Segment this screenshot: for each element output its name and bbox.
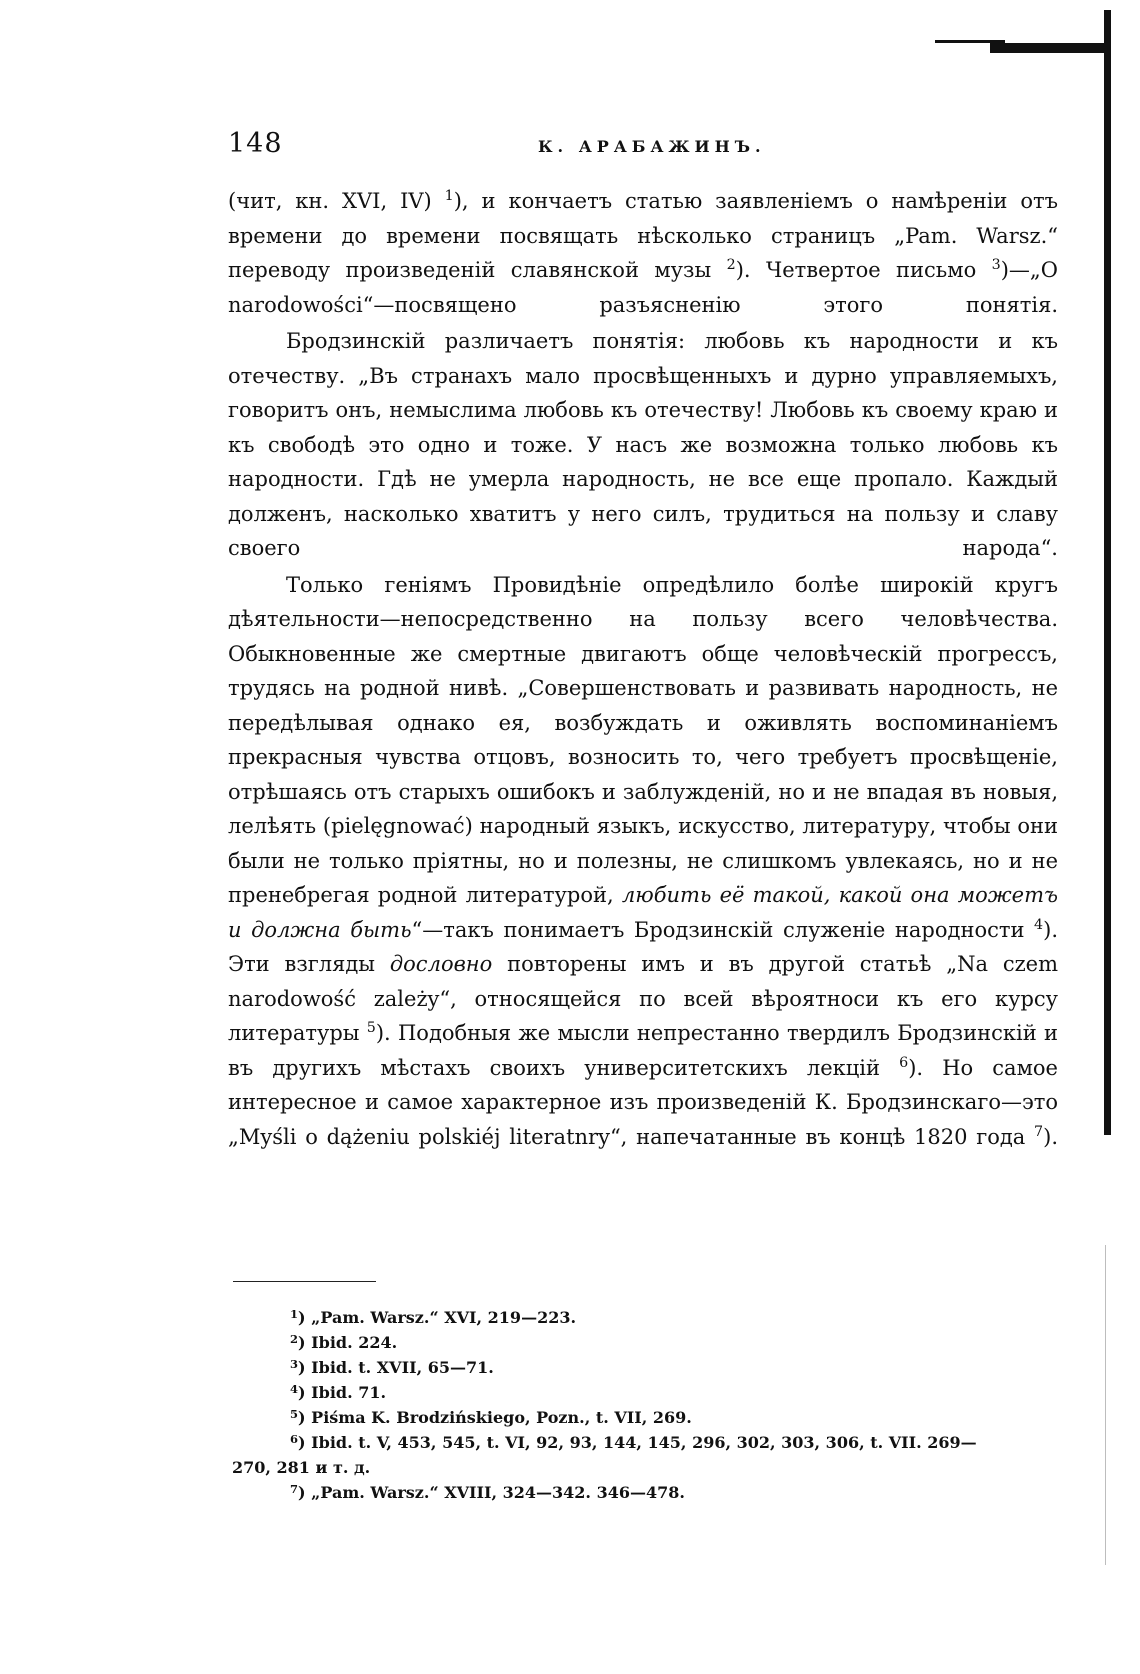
footnote-ref: 7 (1034, 1123, 1044, 1140)
paragraph (228, 184, 1058, 322)
footnote (232, 1480, 1062, 1505)
italic-quote: любить её такой, какой она можетъ и должна быть (228, 883, 1058, 942)
footnote-text: ) Ibid. 224. (298, 1333, 398, 1352)
paragraph-text: )—„O narodowości“—посвящено разъясненію этого понятія. (228, 258, 1059, 317)
footnote-text: ) Piśma K. Brodzińskiego, Pozn., t. VII, 269. (298, 1408, 692, 1427)
footnote-ref: 4 (1034, 916, 1044, 933)
scan-mark-thick (990, 43, 1105, 53)
italic-word: дословно (389, 952, 493, 976)
paragraph-text: ), и кончаетъ статью заявленіемъ о намѣреніи отъ времени до времени посвящать нѣсколько страницъ „Pam. Warsz.“ переводу произведеній славянской музы (228, 189, 1058, 282)
footnote-ref: 3 (991, 257, 1001, 274)
footnote-number: 6 (290, 1431, 299, 1446)
paragraph (228, 324, 1058, 566)
footnote (232, 1430, 1062, 1455)
footnote (232, 1405, 1062, 1430)
footnote-ref: 2 (726, 257, 736, 274)
page-number: 148 (228, 128, 283, 159)
footnote-ref: 5 (366, 1020, 376, 1037)
paragraph-text: повторены имъ и въ другой статьѣ „Na czem narodowość zależy“, относящейся по всей вѣроятноси къ его курсу литературы (228, 952, 1059, 1045)
paragraph (228, 568, 1058, 1155)
footnote-number: 7 (290, 1481, 299, 1496)
paragraph-text: Только геніямъ Провидѣніе опредѣлило болѣе широкій кругъ дѣятельности—непосредственно на пользу всего человѣчества. Обыкновенные же смертные двигаютъ обще человѣческій прогрессъ, трудясь на родной нивѣ. „Совершенствовать и развивать народность, не передѣлывая однако ея, возбуждать и оживлять воспоминаніемъ прекрасныя чувства отцовъ, возносить то, чего требуетъ просвѣщеніе, отрѣшаясь отъ старыхъ ошибокъ и заблужденій, но и не впадая въ новыя, лелѣять (pielęgnować) народный языкъ, искусство, литературу, чтобы они были не только пріятны, но и полезны, не слишкомъ увлекаясь, но и не пренебрегая родной литературой, (228, 572, 1058, 907)
running-head: К. АРАБАЖИНЪ. (538, 137, 766, 156)
page-header (228, 128, 1058, 168)
footnote-number: 5 (290, 1406, 299, 1421)
scan-corner-mark (935, 40, 1105, 52)
footnote-number: 4 (290, 1381, 299, 1396)
footnote (232, 1305, 1062, 1330)
page-edge-bar (1104, 10, 1111, 1135)
footnote-text: ) Ibid. t. V, 453, 545, t. VI, 92, 93, 144, 145, 296, 302, 303, 306, t. VII. 269— (298, 1433, 977, 1452)
paragraph-text: ). Но самое интересное и самое характерное изъ произведеній К. Бродзинскаго—это „Myśli o dążeniu polskiéj literatnry“, напечатанные въ концѣ 1820 года (228, 1055, 1058, 1149)
footnotes (232, 1305, 1062, 1505)
footnote-continuation: 270, 281 и т. д. (232, 1458, 371, 1477)
footnote-number: 1 (290, 1306, 299, 1321)
footnote-text: ) „Pam. Warsz.“ XVI, 219—223. (298, 1308, 577, 1327)
paragraph-text: “—такъ понимаетъ Бродзинскій служеніе народности (411, 917, 1035, 942)
footnote (232, 1330, 1062, 1355)
paragraph-text: Бродзинскій различаетъ понятія: любовь къ народности и къ отечеству. „Въ странахъ мало просвѣщенныхъ и дурно управляемыхъ, говоритъ онъ, немыслима любовь къ отечеству! Любовь къ своему краю и къ свободѣ это одно и тоже. У насъ же возможна только любовь къ народности. Гдѣ не умерла народность, не все еще пропало. Каждый долженъ, насколько хватитъ у него силъ, трудиться на пользу и славу своего народа“. (228, 329, 1058, 560)
footnote-text: ) Ibid. 71. (298, 1383, 387, 1402)
footnote-ref: 1 (444, 188, 454, 205)
paragraph-text: ). Эти взгляды (228, 917, 1058, 976)
paragraph-text: ). Четвертое письмо (735, 258, 992, 282)
paragraph-text: (чит, кн. XVI, IV) (228, 189, 445, 213)
paragraph-text: ). (1043, 1124, 1058, 1149)
footnote-text: ) Ibid. t. XVII, 65—71. (298, 1358, 494, 1377)
paragraph-text: ). Подобныя же мысли непрестанно твердилъ Бродзинскій и въ другихъ мѣстахъ своихъ университетскихъ лекцій (228, 1021, 1058, 1080)
body-text (228, 184, 1058, 1154)
footnote (232, 1355, 1062, 1380)
footnote-divider (233, 1281, 376, 1282)
page-edge-line (1105, 1245, 1106, 1565)
footnote-text: ) „Pam. Warsz.“ XVIII, 324—342. 346—478. (298, 1483, 685, 1502)
footnote-number: 2 (290, 1331, 299, 1346)
footnote-number: 3 (290, 1356, 299, 1371)
footnote-ref: 6 (899, 1054, 909, 1071)
footnote (232, 1380, 1062, 1405)
